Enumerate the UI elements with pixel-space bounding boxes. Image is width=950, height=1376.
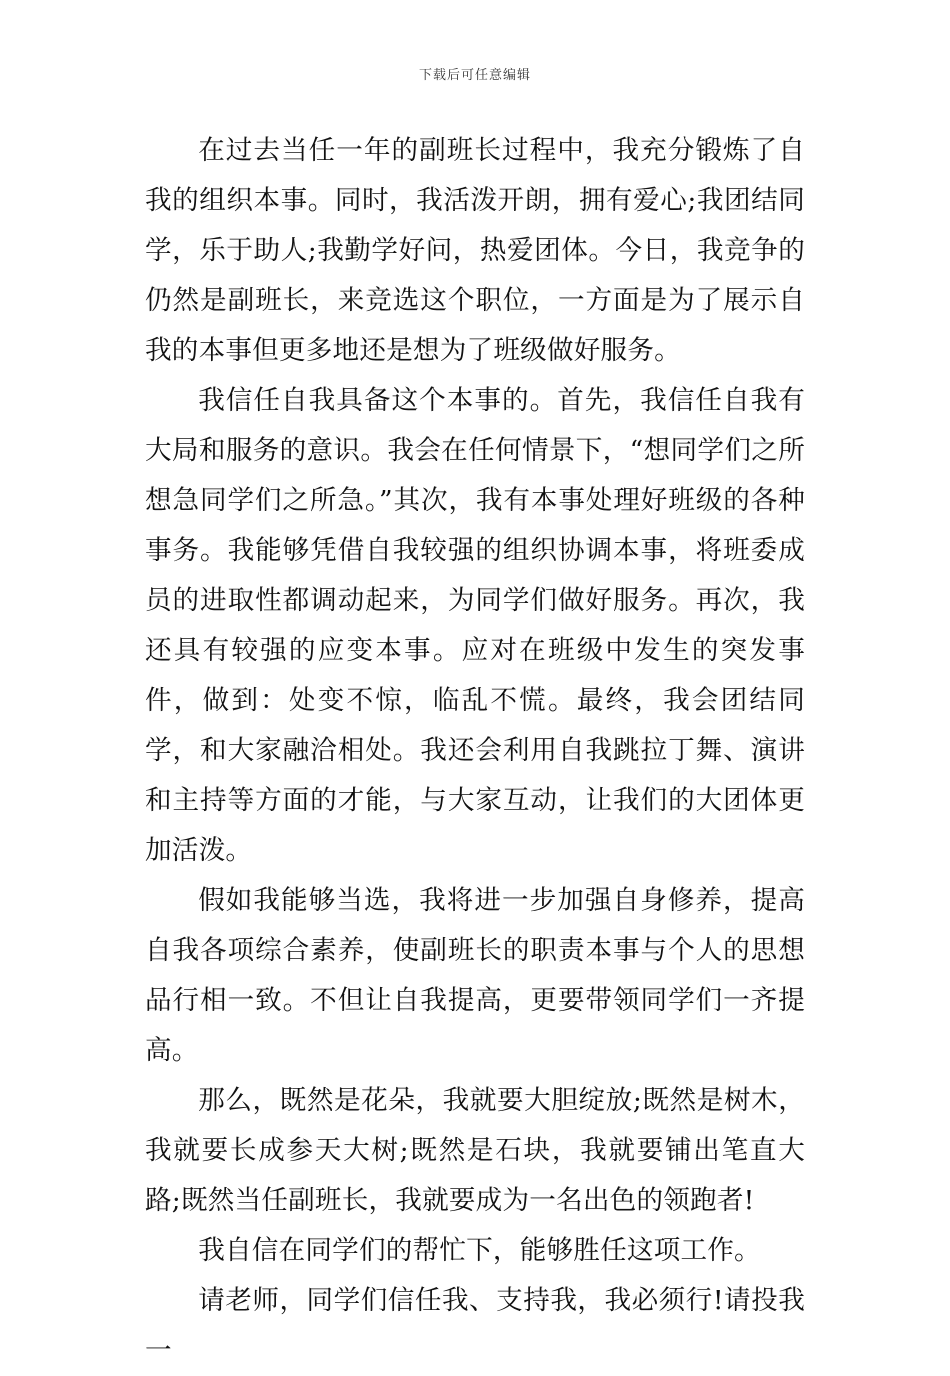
paragraph-3: 假如我能够当选，我将进一步加强自身修养，提高自我各项综合素养，使副班长的职责本事与个人的思想品行相一致。不但让自我提高，更要带领同学们一齐提高。 — [145, 885, 805, 1066]
paragraph-4: 那么，既然是花朵，我就要大胆绽放;既然是树木，我就要长成参天大树;既然是石块，我就要铺出笔直大路;既然当任副班长，我就要成为一名出色的领跑者! — [145, 1085, 805, 1216]
document-body — [145, 126, 805, 1376]
paragraph-1: 在过去当任一年的副班长过程中，我充分锻炼了自我的组织本事。同时，我活泼开朗，拥有爱心;我团结同学，乐于助人;我勤学好问，热爱团体。今日，我竞争的仍然是副班长，来竞选这个职位，一方面是为了展示自我的本事但更多地还是想为了班级做好服务。 — [145, 135, 805, 366]
paragraph-2: 我信任自我具备这个本事的。首先，我信任自我有大局和服务的意识。我会在任何情景下，“想同学们之所想急同学们之所急。”其次，我有本事处理好班级的各种事务。我能够凭借自我较强的组织协调本事，将班委成员的进取性都调动起来，为同学们做好服务。再次，我还具有较强的应变本事。应对在班级中发生的突发事件，做到：处变不惊，临乱不慌。最终，我会团结同学，和大家融洽相处。我还会利用自我跳拉丁舞、演讲和主持等方面的才能，与大家互动，让我们的大团体更加活泼。 — [145, 385, 805, 866]
paragraph-6: 请老师，同学们信任我、支持我，我必须行!请投我一 — [145, 1285, 805, 1366]
paragraph-5: 我自信在同学们的帮忙下，能够胜任这项工作。 — [198, 1235, 761, 1266]
page-header-note: 下载后可任意编辑 — [418, 68, 531, 83]
